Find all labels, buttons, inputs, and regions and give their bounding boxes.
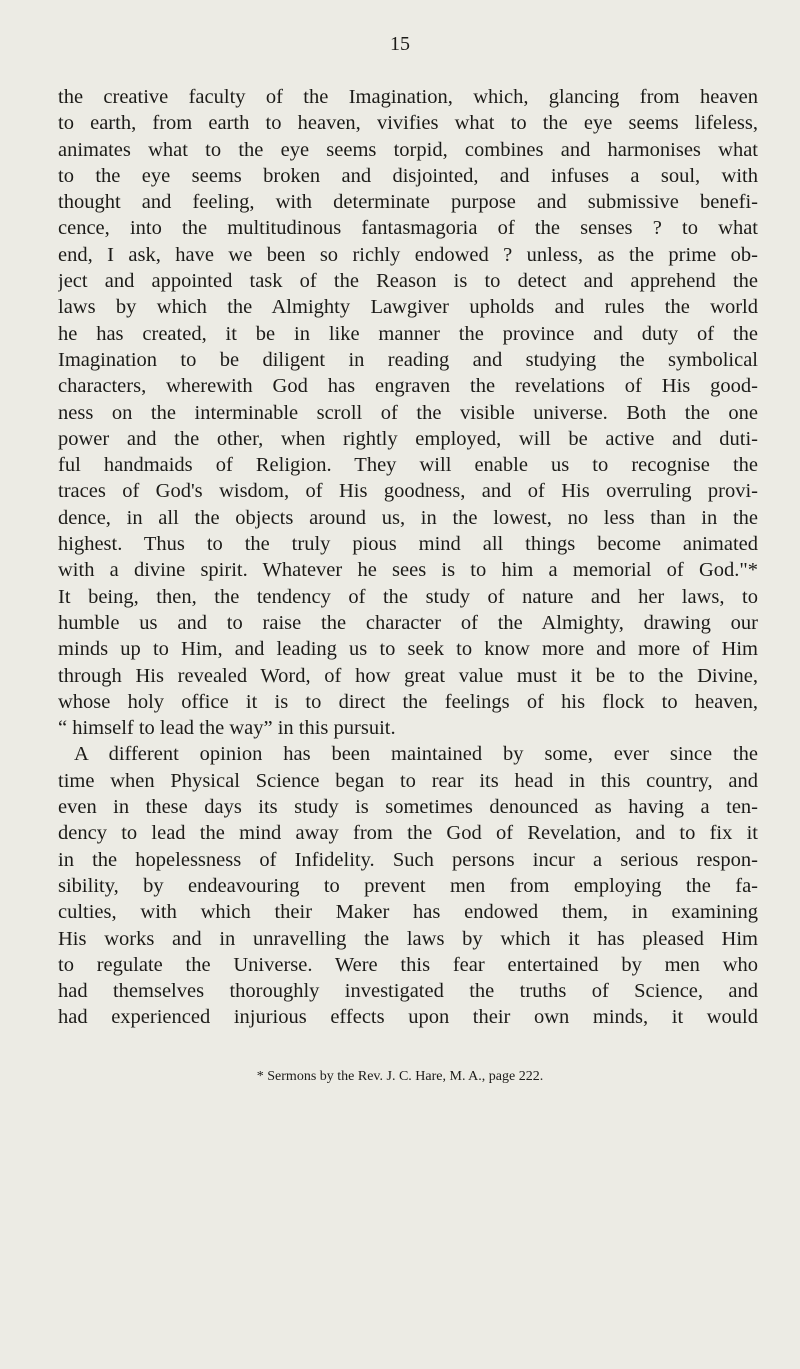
text-line: His works and in unravelling the laws by which it has pleased Him [58,927,758,950]
text-line: traces of God's wisdom, of His goodness, and of His overruling provi- [58,480,758,503]
text-line: culties, with which their Maker has endowed them, in examining [58,901,758,924]
text-line: animates what to the eye seems torpid, combines and harmonises what [58,138,758,161]
text-line: end, I ask, have we been so richly endowed ? unless, as the prime ob- [58,243,758,266]
text-line: It being, then, the tendency of the study of nature and her laws, to [58,585,758,608]
text-line: power and the other, when rightly employed, will be active and duti- [58,427,758,450]
text-line: A different opinion has been maintained by some, ever since the [74,743,758,766]
text-line: thought and feeling, with determinate purpose and submissive benefi- [58,191,758,214]
text-line: dence, in all the objects around us, in the lowest, no less than in the [58,506,758,529]
text-line: to the eye seems broken and disjointed, and infuses a soul, with [58,164,758,187]
text-line: through His revealed Word, of how great value must it be to the Divine, [58,664,758,687]
text-line: Imagination to be diligent in reading and studying the symbolical [58,348,758,371]
text-line: the creative faculty of the Imagination, which, glancing from heaven [58,86,758,108]
text-line: even in these days its study is sometimes denounced as having a ten- [58,796,758,819]
text-line: he has created, it be in like manner the province and duty of the [58,322,758,345]
text-line: ful handmaids of Religion. They will enable us to recognise the [58,454,758,477]
page-number: 15 [390,33,410,55]
text-line: dency to lead the mind away from the God of Revelation, and to fix it [58,822,758,845]
text-line: ness on the interminable scroll of the visible universe. Both the one [58,401,758,424]
text-line: sibility, by endeavouring to prevent men from employing the fa- [58,874,758,897]
body-text [58,84,758,1031]
text-line: time when Physical Science began to rear its head in this country, and [58,769,758,792]
text-line: cence, into the multitudinous fantasmagoria of the senses ? to what [58,217,758,240]
text-line: laws by which the Almighty Lawgiver upholds and rules the world [58,296,758,319]
text-line: to regulate the Universe. Were this fear entertained by men who [58,953,758,976]
text-line: ject and appointed task of the Reason is to detect and apprehend the [58,270,758,293]
text-line: with a divine spirit. Whatever he sees is to him a memorial of God."* [58,559,758,582]
text-line: “ himself to lead the way” in this pursuit. [58,717,396,740]
text-line: characters, wherewith God has engraven the revelations of His good- [58,375,758,398]
text-line: highest. Thus to the truly pious mind all things become animated [58,533,758,556]
text-line: minds up to Him, and leading us to seek to know more and more of Him [58,638,758,661]
text-line: had themselves thoroughly investigated the truths of Science, and [58,980,758,1003]
footnote: * Sermons by the Rev. J. C. Hare, M. A., page 222. [256,1069,544,1084]
text-line: whose holy office it is to direct the feelings of his flock to heaven, [58,690,758,713]
text-line: had experienced injurious effects upon their own minds, it would [58,1006,758,1029]
text-line: in the hopelessness of Infidelity. Such persons incur a serious respon- [58,848,758,871]
text-line: to earth, from earth to heaven, vivifies what to the eye seems lifeless, [58,112,758,135]
text-line: humble us and to raise the character of the Almighty, drawing our [58,611,758,634]
